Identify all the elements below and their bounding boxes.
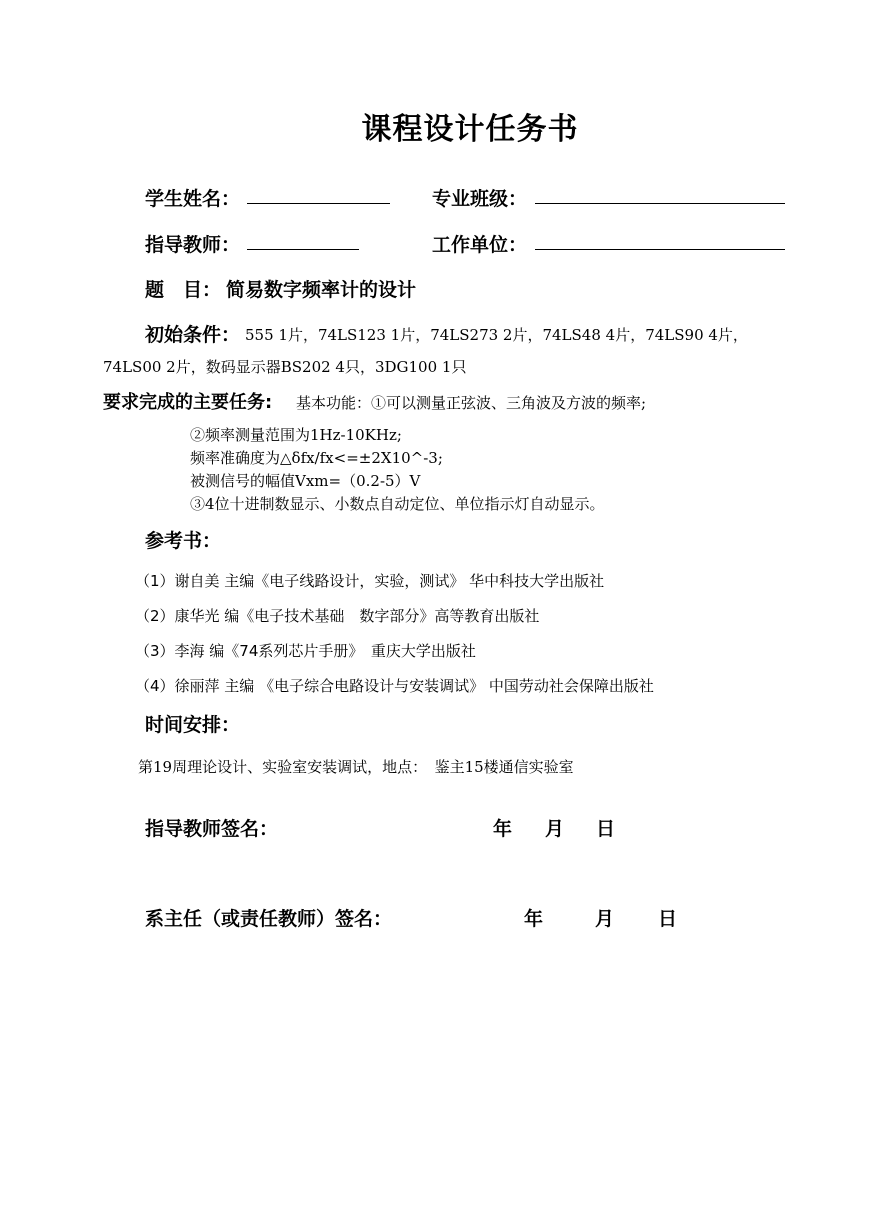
- reference-item-3: （3）李海 编《74系列芯片手册》 重庆大学出版社: [135, 642, 476, 660]
- topic-value: 简易数字频率计的设计: [226, 279, 417, 301]
- work-unit-label: 工作单位：: [432, 234, 528, 256]
- schedule-text: 第19周理论设计、实验室安装调试，地点： 鉴主15楼通信实验室: [138, 758, 574, 776]
- initial-conditions-line1: 555 1片，74LS123 1片，74LS273 2片，74LS48 4片，74LS90 4片，: [245, 326, 748, 344]
- reference-item-1: （1）谢自美 主编《电子线路设计，实验，测试》 华中科技大学出版社: [135, 572, 605, 590]
- task-item-amplitude: 被测信号的幅值Vxm=（0.2-5）V: [190, 472, 421, 490]
- initial-conditions-line2: 74LS00 2片，数码显示器BS202 4只，3DG100 1只: [103, 358, 467, 376]
- student-name-line[interactable]: [247, 203, 390, 204]
- main-tasks-intro: 基本功能：①可以测量正弦波、三角波及方波的频率;: [296, 394, 647, 412]
- advisor-sign-day: 日: [596, 818, 616, 840]
- task-item-range: ②频率测量范围为1Hz-10KHz;: [190, 426, 402, 444]
- director-sign-month: 月: [595, 908, 615, 930]
- reference-item-2: （2）康华光 编《电子技术基础 数字部分》高等教育出版社: [135, 607, 540, 625]
- task-item-display: ③4位十进制数显示、小数点自动定位、单位指示灯自动显示。: [190, 495, 605, 513]
- main-tasks-label: 要求完成的主要任务:: [103, 392, 273, 413]
- director-sign-day: 日: [658, 908, 678, 930]
- task-item-accuracy: 频率准确度为△δfx/fx<=±2X10^-3;: [190, 449, 443, 467]
- topic-label: 题 目：: [145, 279, 222, 301]
- director-signature-label: 系主任（或责任教师）签名：: [145, 908, 393, 930]
- page-title: 课程设计任务书: [361, 112, 579, 147]
- advisor-line[interactable]: [247, 249, 359, 250]
- references-label: 参考书：: [145, 530, 222, 552]
- director-sign-year: 年: [524, 908, 544, 930]
- major-class-line[interactable]: [535, 203, 785, 204]
- initial-conditions-label: 初始条件：: [145, 324, 241, 346]
- work-unit-line[interactable]: [535, 249, 785, 250]
- student-name-label: 学生姓名：: [145, 188, 241, 210]
- advisor-sign-month: 月: [545, 818, 565, 840]
- major-class-label: 专业班级：: [432, 188, 528, 210]
- advisor-sign-year: 年: [493, 818, 513, 840]
- schedule-label: 时间安排：: [145, 714, 241, 736]
- advisor-label: 指导教师：: [145, 234, 241, 256]
- reference-item-4: （4）徐丽萍 主编 《电子综合电路设计与安装调试》 中国劳动社会保障出版社: [135, 677, 654, 695]
- advisor-signature-label: 指导教师签名：: [145, 818, 279, 840]
